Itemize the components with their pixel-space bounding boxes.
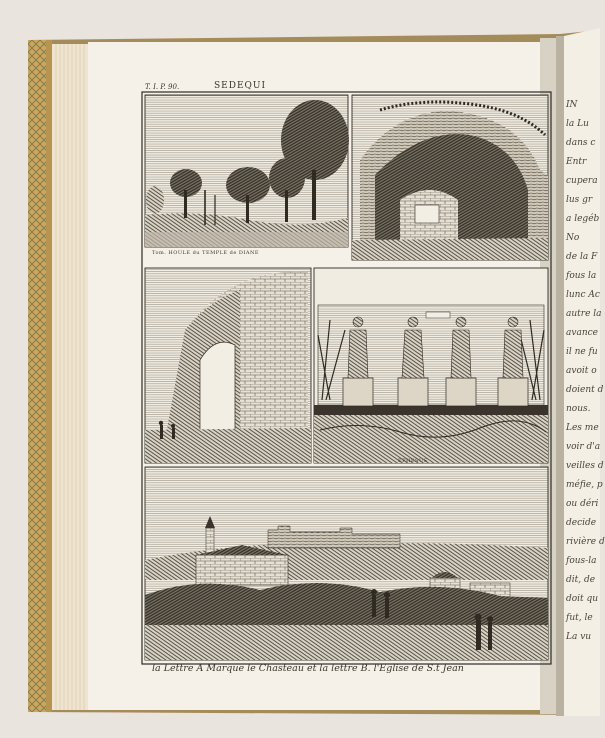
right-page-line: Les me — [566, 423, 599, 433]
right-page-line: fous-la — [566, 556, 597, 566]
panel-wall — [145, 268, 311, 463]
right-page-line: voir d'a — [566, 442, 601, 452]
caption-bottom: la Lettre A Marque le Chasteau et la lettre B. l'Eglise de S.t Jean — [152, 663, 464, 674]
page-header-title: SEDEQUI — [214, 81, 267, 91]
right-page-line: avance — [566, 328, 598, 338]
page-header-left: T. I. P. 90. — [145, 83, 180, 91]
panel-ruin-arch — [352, 95, 548, 260]
right-page-line: fous la — [566, 271, 597, 281]
right-page-line: dit, de — [566, 575, 596, 585]
right-page-line: de la F — [566, 252, 598, 262]
caption-ephesus: EPHESUS — [398, 458, 428, 464]
right-page-line: nous. — [566, 404, 591, 414]
right-page-line: decide — [566, 518, 597, 528]
right-page-line: doit qu — [566, 594, 599, 604]
right-page-text — [566, 100, 605, 651]
right-page-line: a legéb — [566, 214, 600, 224]
right-page-line: il ne fu — [566, 347, 598, 357]
right-page-line: dans c — [566, 138, 596, 148]
right-page-line: rivière d — [566, 537, 605, 547]
right-page-line: méfie, p — [566, 480, 603, 490]
panel-panorama — [145, 467, 548, 660]
panel-landscape — [145, 95, 349, 247]
right-page-line: IN — [566, 100, 578, 110]
right-page-line: La vu — [566, 632, 592, 642]
right-page-line: fut, le — [566, 613, 593, 623]
panel-statues — [314, 268, 548, 463]
right-page-line: la Lu — [566, 119, 589, 129]
right-page-line: lus gr — [566, 195, 593, 205]
right-page-line: autre la — [566, 309, 602, 319]
caption-top-left: Tom. HOULE du TEMPLE de DIANE — [152, 250, 260, 256]
right-page-line: veilles d — [566, 461, 604, 471]
right-page-line: ou déri — [566, 499, 599, 509]
right-page-line: doient d — [566, 385, 604, 395]
right-page-line: lunc Ac — [566, 290, 600, 300]
right-page-line: No — [566, 233, 580, 243]
right-page-line: Entr — [566, 157, 587, 167]
right-page-line: cupera — [566, 176, 598, 186]
right-page-line: avoit o — [566, 366, 597, 376]
